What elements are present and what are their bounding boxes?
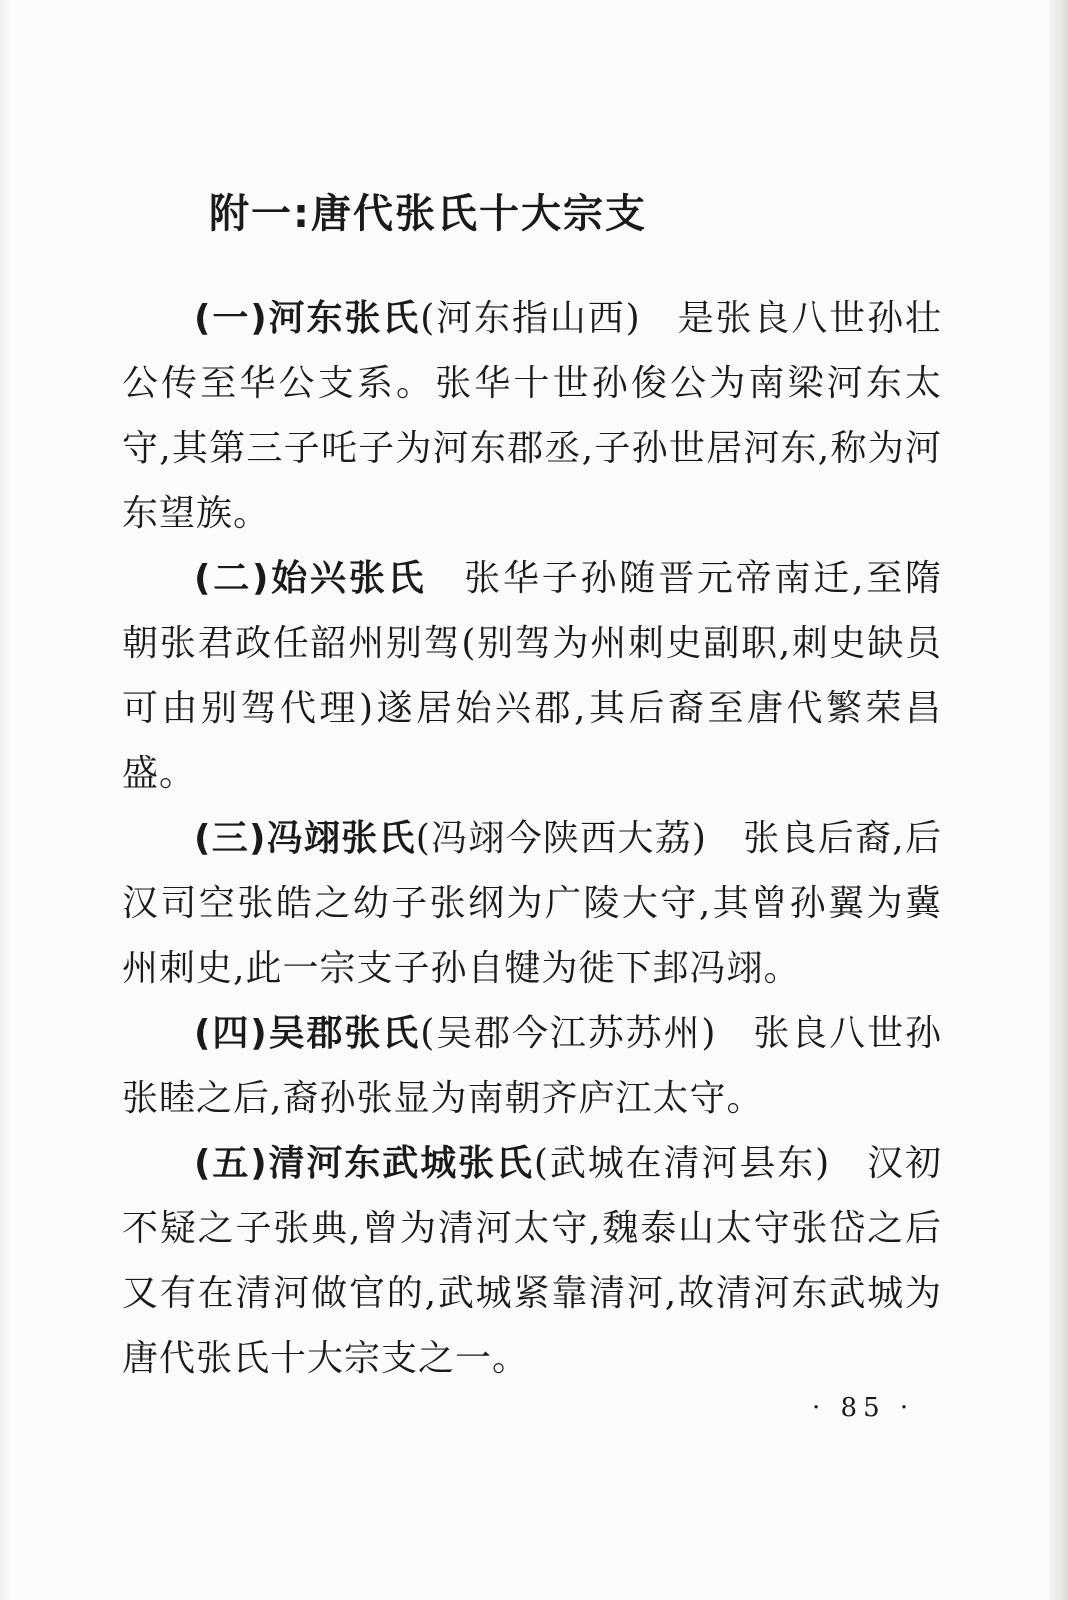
section-1-note: (河东指山西) (420, 298, 641, 339)
body-text (122, 286, 942, 1391)
page-edge-right (1050, 0, 1068, 1600)
section-4-heading: (四)吴郡张氏 (194, 1013, 421, 1054)
section-4-note: (吴郡今江苏苏州) (420, 1013, 717, 1054)
section-5-heading: (五)清河东武城张氏 (194, 1143, 534, 1184)
section-1 (122, 286, 942, 546)
section-3-heading: (三)冯翊张氏 (194, 818, 416, 859)
page-title: 附一:唐代张氏十大宗支 (209, 191, 647, 237)
section-5-text: 汉初不疑之子张典,曾为清河太守,魏泰山太守张岱之后又有在清河做官的,武城紧靠清河,故清河东武城为唐代张氏十大宗支之一。 (122, 1143, 942, 1379)
section-4 (122, 1001, 942, 1131)
section-3-note: (冯翊今陕西大荔) (415, 818, 707, 859)
section-4-text: 张良八世孙张睦之后,裔孙张显为南朝齐庐江太守。 (122, 1013, 942, 1119)
section-1-text: 是张良八世孙壮公传至华公支系。张华十世孙俊公为南梁河东太守,其第三子吒子为河东郡丞,子孙世居河东,称为河东望族。 (122, 298, 942, 534)
section-5-note: (武城在清河县东) (533, 1143, 831, 1184)
section-5 (122, 1131, 942, 1391)
page-number: · 85 · (812, 1393, 915, 1423)
section-2-heading: (二)始兴张氏 (194, 558, 427, 599)
section-1-heading: (一)河东张氏 (194, 298, 421, 339)
section-2 (122, 546, 942, 806)
section-2-text: 张华子孙随晋元帝南迁,至隋朝张君政任韶州别驾(别驾为州刺史副职,刺史缺员可由别驾代理)遂居始兴郡,其后裔至唐代繁荣昌盛。 (122, 558, 942, 794)
section-3 (122, 806, 942, 1001)
section-3-text: 张良后裔,后汉司空张皓之幼子张纲为广陵大守,其曾孙翼为冀州刺史,此一宗支子孙自犍为徙下邽冯翊。 (122, 818, 942, 989)
page-edge-left (0, 0, 10, 1600)
